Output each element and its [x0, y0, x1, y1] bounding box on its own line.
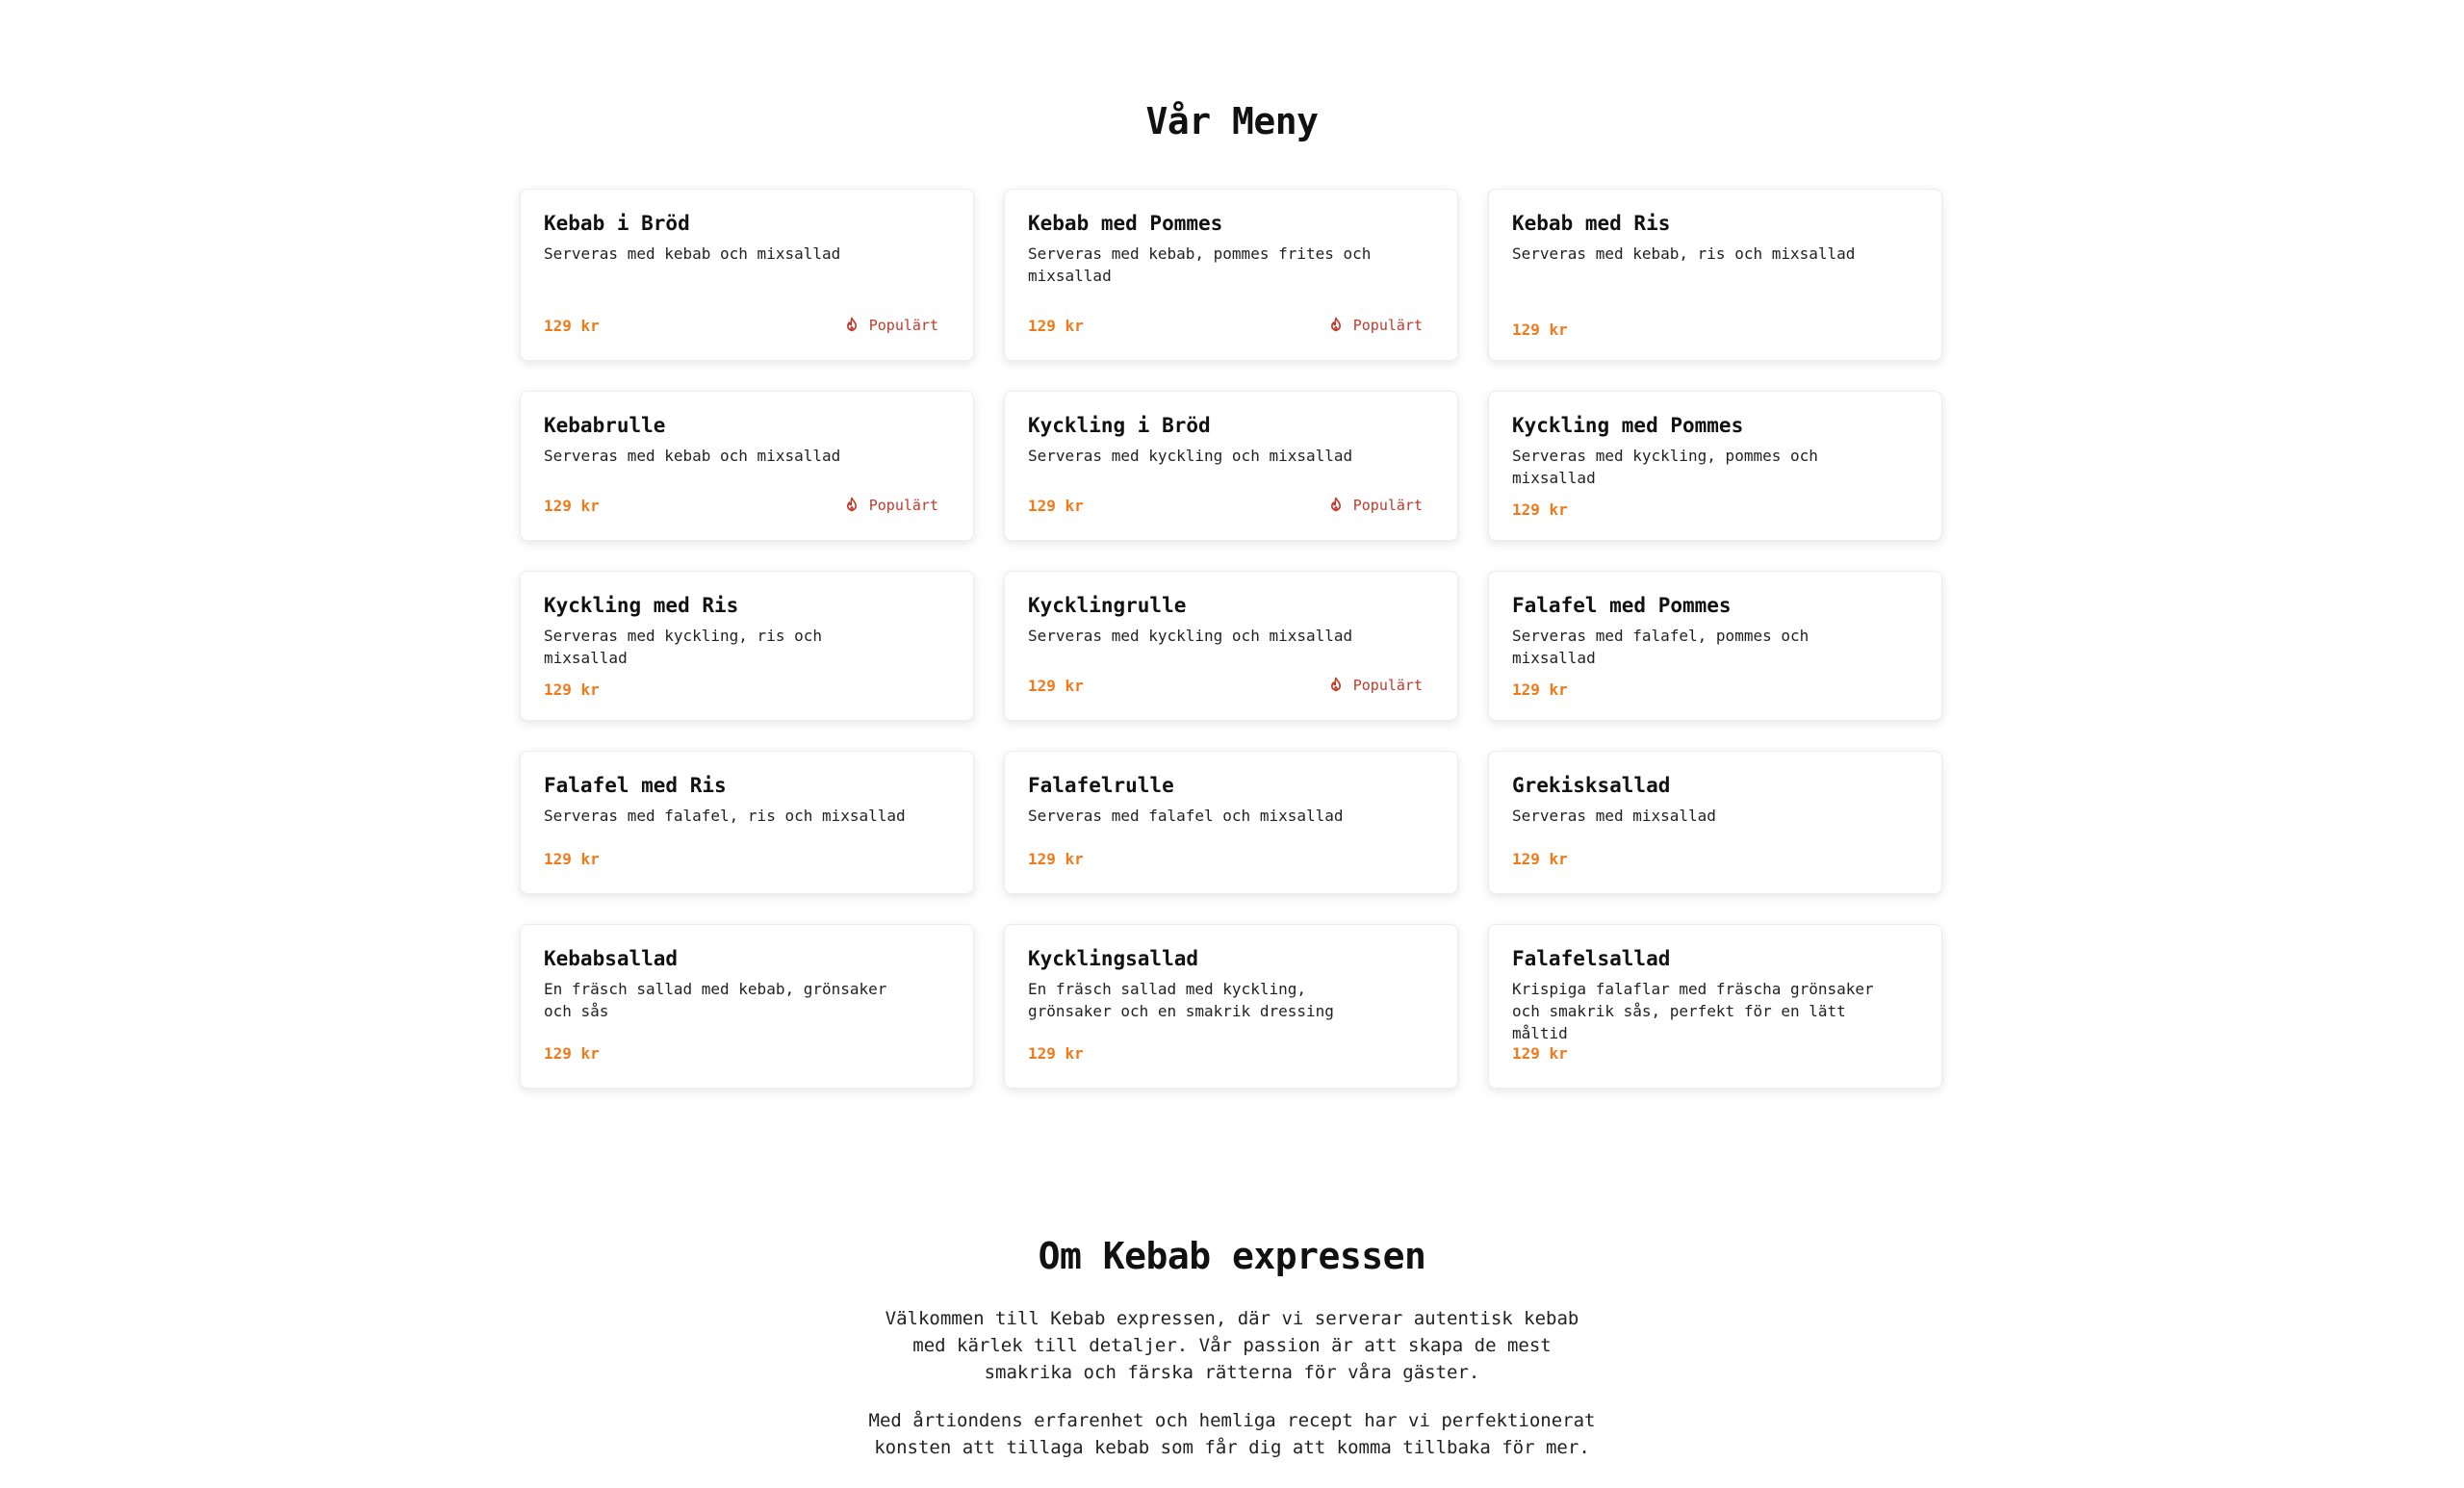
item-description: Serveras med kebab, pommes frites och mixsallad [1028, 244, 1372, 285]
flame-icon [1326, 676, 1346, 695]
card-footer [544, 850, 938, 868]
card-footer [1512, 1044, 1907, 1063]
item-description: Serveras med falafel, pommes och mixsallad [1512, 627, 1810, 667]
card-footer [1512, 321, 1907, 339]
item-price: 129 kr [1028, 316, 1084, 335]
menu-card[interactable] [520, 189, 974, 361]
menu-card[interactable] [1004, 571, 1458, 721]
popular-label: Populärt [868, 317, 938, 334]
item-price: 129 kr [1512, 500, 1568, 519]
item-price: 129 kr [544, 316, 600, 335]
menu-card[interactable] [520, 751, 974, 894]
item-description: Serveras med kebab, ris och mixsallad [1512, 244, 1856, 263]
menu-card[interactable] [1488, 751, 1942, 894]
item-name: Grekisksallad [1512, 774, 1671, 797]
menu-grid [520, 189, 1944, 1118]
item-description: Serveras med kyckling, ris och mixsallad [544, 627, 822, 667]
card-footer [1512, 850, 1907, 868]
item-name: Kyckling med Pommes [1512, 414, 1744, 437]
item-price: 129 kr [1028, 1044, 1084, 1063]
item-name: Kebabrulle [544, 414, 666, 437]
card-footer [1512, 500, 1907, 519]
about-paragraph: Välkommen till Kebab expressen, där vi serverar autentisk kebab med kärlek till detaljer. Vår passion är att skapa de mest smakrika och färska rätterna för våra gäster. [885, 1308, 1579, 1383]
menu-row [520, 924, 1944, 1089]
item-price: 129 kr [544, 850, 600, 868]
item-price: 129 kr [1512, 680, 1568, 699]
menu-title: Vår Meny [1145, 100, 1319, 142]
item-name: Falafel med Ris [544, 774, 727, 797]
item-name: Kebab med Ris [1512, 212, 1671, 235]
item-price: 129 kr [544, 1044, 600, 1063]
item-description: Serveras med kebab och mixsallad [544, 447, 841, 465]
card-footer [1028, 850, 1423, 868]
card-footer [544, 1044, 938, 1063]
menu-card[interactable] [1488, 189, 1942, 361]
menu-card[interactable] [1004, 391, 1458, 541]
item-description: Serveras med kebab och mixsallad [544, 244, 841, 263]
menu-card[interactable] [520, 391, 974, 541]
menu-row [520, 189, 1944, 361]
item-description: Krispiga falaflar med fräscha grönsaker och smakrik sås, perfekt för en lätt måltid [1512, 980, 1874, 1042]
item-price: 129 kr [544, 680, 600, 699]
flame-icon [842, 496, 861, 515]
menu-row [520, 391, 1944, 541]
item-name: Falafelsallad [1512, 947, 1671, 970]
popular-badge [1326, 316, 1423, 335]
about-paragraph: Med årtiondens erfarenhet och hemliga recept har vi perfektionerat konsten att tillaga kebab som får dig att komma tillbaka för mer. [868, 1410, 1596, 1458]
menu-card[interactable] [1488, 571, 1942, 721]
item-name: Kyckling i Bröd [1028, 414, 1211, 437]
item-price: 129 kr [1512, 850, 1568, 868]
item-description: Serveras med kyckling och mixsallad [1028, 447, 1353, 465]
item-description: Serveras med falafel, ris och mixsallad [544, 807, 906, 825]
flame-icon [1326, 316, 1346, 335]
item-name: Kycklingrulle [1028, 594, 1187, 617]
item-price: 129 kr [1512, 1044, 1568, 1063]
card-footer [1512, 680, 1907, 699]
menu-card[interactable] [520, 924, 974, 1089]
menu-card[interactable] [520, 571, 974, 721]
item-name: Kebab med Pommes [1028, 212, 1223, 235]
card-footer [544, 316, 938, 335]
card-footer [1028, 676, 1423, 695]
item-name: Falafel med Pommes [1512, 594, 1732, 617]
item-description: Serveras med mixsallad [1512, 807, 1716, 825]
item-price: 129 kr [1028, 496, 1084, 515]
menu-card[interactable] [1488, 924, 1942, 1089]
item-price: 129 kr [1028, 676, 1084, 695]
item-price: 129 kr [1512, 321, 1568, 339]
popular-label: Populärt [868, 497, 938, 514]
menu-row [520, 751, 1944, 894]
card-footer [1028, 496, 1423, 515]
item-description: Serveras med kyckling och mixsallad [1028, 627, 1353, 645]
menu-card[interactable] [1488, 391, 1942, 541]
popular-label: Populärt [1352, 497, 1423, 514]
item-price: 129 kr [544, 496, 600, 515]
card-footer [544, 680, 938, 699]
popular-badge [842, 496, 938, 515]
popular-badge [842, 316, 938, 335]
item-description: En fräsch sallad med kyckling, grönsaker och en smakrik dressing [1028, 980, 1334, 1020]
menu-card[interactable] [1004, 751, 1458, 894]
card-footer [544, 496, 938, 515]
menu-row [520, 571, 1944, 721]
item-description: En fräsch sallad med kebab, grönsaker och sås [544, 980, 887, 1020]
flame-icon [842, 316, 861, 335]
item-name: Falafelrulle [1028, 774, 1174, 797]
menu-card[interactable] [1004, 189, 1458, 361]
popular-label: Populärt [1352, 317, 1423, 334]
item-description: Serveras med falafel och mixsallad [1028, 807, 1344, 825]
popular-badge [1326, 496, 1423, 515]
item-name: Kebab i Bröd [544, 212, 690, 235]
about-title: Om Kebab expressen [1038, 1235, 1426, 1277]
flame-icon [1326, 496, 1346, 515]
menu-card[interactable] [1004, 924, 1458, 1089]
item-name: Kebabsallad [544, 947, 679, 970]
card-footer [1028, 1044, 1423, 1063]
item-description: Serveras med kyckling, pommes och mixsallad [1512, 447, 1818, 487]
item-name: Kyckling med Ris [544, 594, 739, 617]
popular-badge [1326, 676, 1423, 695]
item-price: 129 kr [1028, 850, 1084, 868]
card-footer [1028, 316, 1423, 335]
popular-label: Populärt [1352, 677, 1423, 694]
item-name: Kycklingsallad [1028, 947, 1199, 970]
